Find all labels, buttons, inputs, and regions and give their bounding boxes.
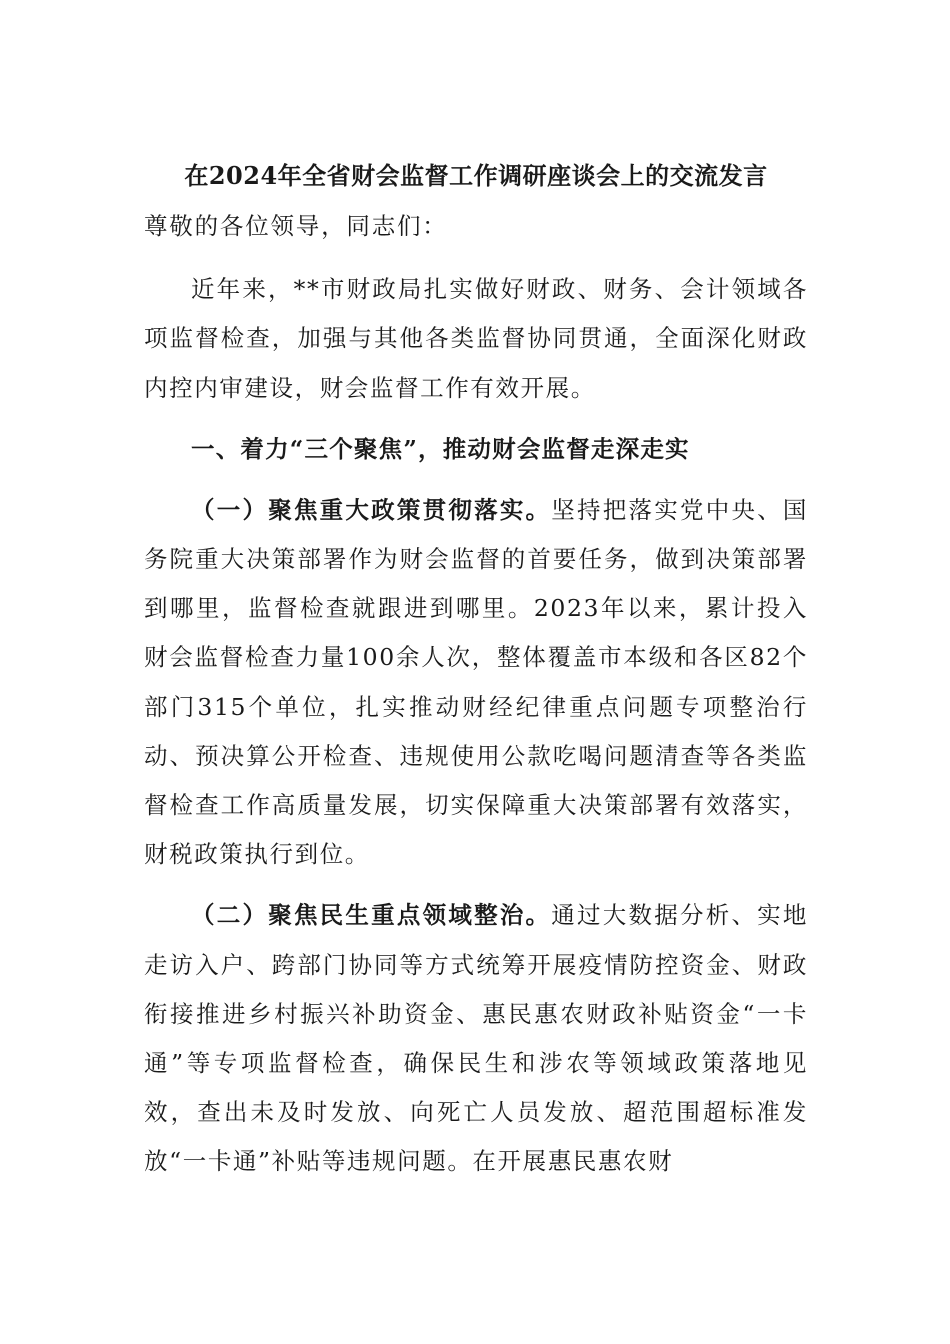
item-1-lead: （一）聚焦重大政策贯彻落实。	[191, 495, 552, 524]
paragraph-item-1	[144, 486, 808, 880]
salutation: 尊敬的各位领导，同志们：	[144, 212, 448, 240]
document-title: 在2024年全省财会监督工作调研座谈会上的交流发言	[184, 161, 768, 190]
item-1-body: 坚持把落实党中央、国务院重大决策部署作为财会监督的首要任务，做到决策部署到哪里，监督检查就跟进到哪里。2023年以来，累计投入财会监督检查力量100余人次，整体覆盖市本级和各区82个部门315个单位，扎实推动财经纪律重点问题专项整治行动、预决算公开检查、违规使用公款吃喝问题清查等各类监督检查工作高质量发展，切实保障重大决策部署有效落实，财税政策执行到位。	[144, 495, 809, 869]
document-body	[144, 150, 808, 1187]
item-2-body: 通过大数据分析、实地走访入户、跨部门协同等方式统筹开展疫情防控资金、财政衔接推进乡村振兴补助资金、惠民惠农财政补贴资金“一卡通”等专项监督检查，确保民生和涉农等领域政策落地见效，查出未及时发放、向死亡人员发放、超范围超标准发放“一卡通”补贴等违规问题。在开展惠民惠农财	[144, 901, 809, 1176]
intro-paragraph: 近年来，**市财政局扎实做好财政、财务、会计领域各项监督检查，加强与其他各类监督协同贯通，全面深化财政内控内审建设，财会监督工作有效开展。	[144, 275, 808, 402]
section-heading-1: 一、着力“三个聚焦”，推动财会监督走深走实	[191, 434, 690, 463]
paragraph-item-2	[144, 891, 808, 1186]
item-2-lead: （二）聚焦民生重点领域整治。	[191, 901, 552, 930]
